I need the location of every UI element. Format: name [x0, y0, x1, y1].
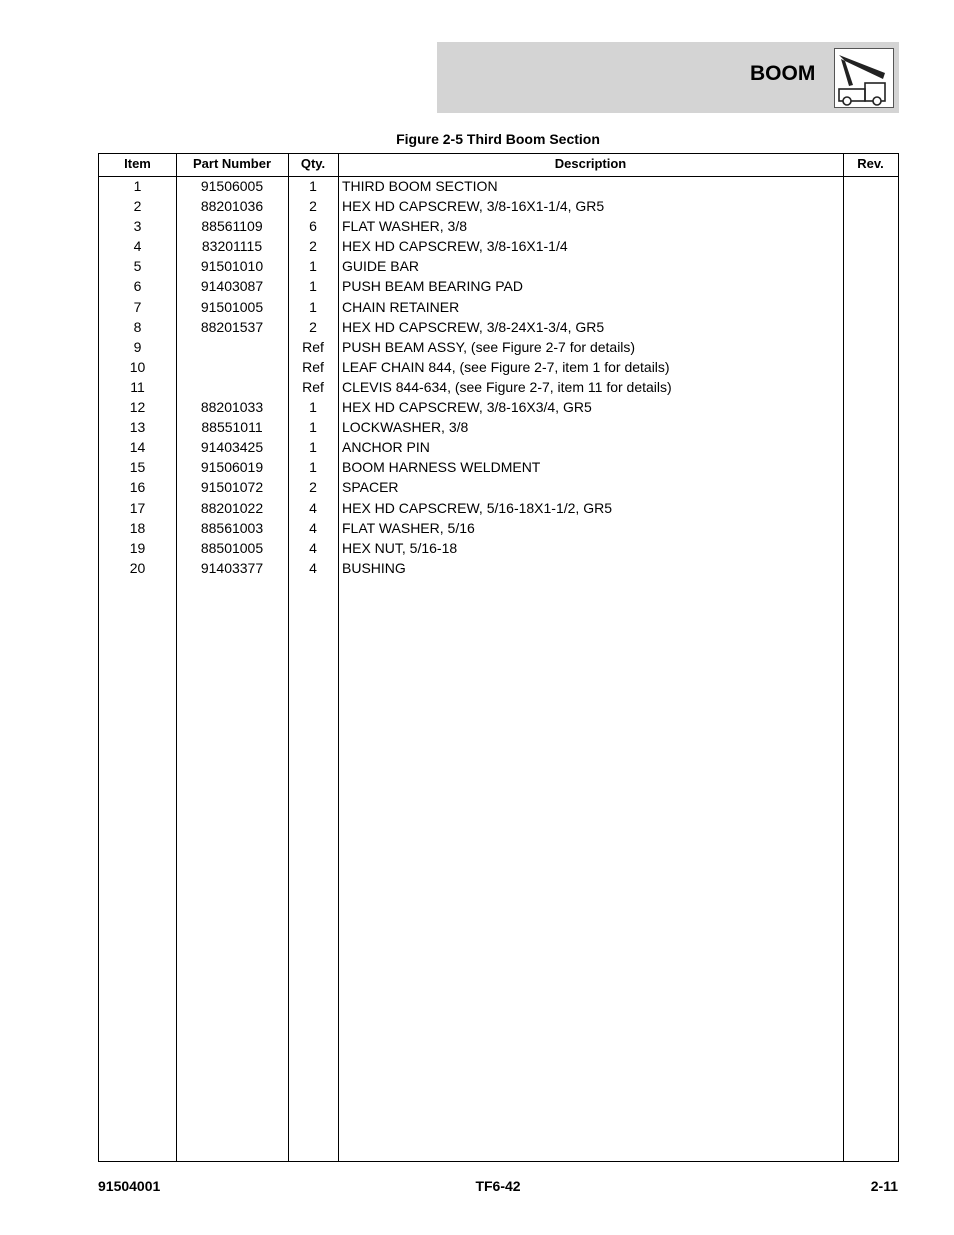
part-number-cell: 88201537	[200, 318, 264, 335]
qty-cell: 1	[309, 298, 317, 315]
qty-cell: Ref	[302, 378, 324, 395]
qty-cell: 1	[309, 258, 317, 275]
table-row	[99, 218, 898, 238]
section-header-band	[437, 42, 899, 113]
part-number-cell: 91501072	[200, 479, 264, 496]
table-row	[99, 560, 898, 580]
description-cell: HEX HD CAPSCREW, 3/8-16X3/4, GR5	[342, 399, 592, 416]
item-cell: 15	[129, 459, 146, 476]
part-number-cell: 88201033	[200, 399, 264, 416]
part-number-cell: 91506019	[200, 459, 264, 476]
section-title: BOOM	[750, 62, 816, 85]
table-row	[99, 419, 898, 439]
table-row	[99, 459, 898, 479]
part-number-cell: 91501005	[200, 298, 264, 315]
item-cell: 8	[133, 318, 142, 335]
table-row	[99, 258, 898, 278]
part-number-cell: 88201036	[200, 198, 264, 215]
qty-cell: 4	[309, 559, 317, 576]
table-row	[99, 500, 898, 520]
qty-cell: 2	[309, 198, 317, 215]
table-row	[99, 479, 898, 499]
part-number-cell: 91403377	[200, 559, 264, 576]
table-row	[99, 540, 898, 560]
column-header-rev: Rev.	[857, 156, 884, 171]
parts-table	[98, 153, 899, 1162]
description-cell: HEX HD CAPSCREW, 3/8-16X1-1/4, GR5	[342, 198, 605, 215]
qty-cell: 1	[309, 459, 317, 476]
qty-cell: 1	[309, 439, 317, 456]
table-row	[99, 359, 898, 379]
item-cell: 7	[133, 298, 142, 315]
item-cell: 1	[133, 178, 142, 194]
part-number-cell: 88561109	[201, 218, 263, 235]
column-header-item: Item	[124, 156, 151, 171]
qty-cell: 4	[309, 539, 317, 556]
part-number-cell: 88501005	[200, 539, 264, 556]
part-number-cell: 83201115	[201, 238, 263, 255]
table-row	[99, 339, 898, 359]
qty-cell: Ref	[302, 338, 324, 355]
qty-cell: 1	[309, 399, 317, 416]
table-row	[99, 178, 898, 198]
item-cell: 12	[129, 399, 146, 416]
footer-model: TF6-42	[475, 1178, 521, 1194]
table-row	[99, 520, 898, 540]
part-number-cell: 91501010	[200, 258, 264, 275]
part-number-cell: 91403087	[200, 278, 264, 295]
item-cell: 13	[129, 419, 146, 436]
qty-cell: 4	[309, 499, 317, 516]
item-cell: 16	[129, 479, 146, 496]
item-cell: 19	[129, 539, 146, 556]
qty-cell: 2	[309, 479, 317, 496]
column-header-description: Description	[554, 156, 627, 171]
header-divider	[99, 176, 898, 177]
part-number-cell: 88551011	[201, 419, 263, 436]
description-cell: SPACER	[342, 479, 399, 496]
description-cell: CHAIN RETAINER	[342, 298, 460, 315]
table-row	[99, 379, 898, 399]
part-number-cell: 88201022	[200, 499, 264, 516]
part-number-cell: 91506005	[200, 178, 264, 194]
item-cell: 20	[129, 559, 146, 576]
column-header-qty: Qty.	[300, 156, 326, 171]
item-cell: 3	[133, 218, 142, 235]
footer-document-number: 91504001	[98, 1178, 161, 1194]
table-body	[99, 178, 898, 580]
item-cell: 10	[129, 358, 146, 375]
part-number-cell: 91403425	[200, 439, 264, 456]
item-cell: 5	[133, 258, 142, 275]
description-cell: LOCKWASHER, 3/8	[342, 419, 469, 436]
description-cell: HEX NUT, 5/16-18	[342, 539, 458, 556]
column-header-part-number: Part Number	[192, 156, 272, 171]
qty-cell: 1	[309, 278, 317, 295]
description-cell: HEX HD CAPSCREW, 3/8-16X1-1/4	[342, 238, 568, 255]
qty-cell: 2	[309, 318, 317, 335]
item-cell: 9	[133, 338, 142, 355]
item-cell: 4	[133, 238, 142, 255]
description-cell: BUSHING	[342, 559, 406, 576]
description-cell: BOOM HARNESS WELDMENT	[342, 459, 541, 476]
item-cell: 14	[129, 439, 146, 456]
qty-cell: Ref	[302, 358, 324, 375]
qty-cell: 2	[309, 238, 317, 255]
item-cell: 2	[133, 198, 142, 215]
part-number-cell: 88561003	[200, 519, 264, 536]
figure-title: Figure 2-5 Third Boom Section	[396, 131, 600, 147]
footer-page-number: 2-11	[870, 1178, 898, 1194]
table-row	[99, 278, 898, 298]
table-row	[99, 198, 898, 218]
description-cell: FLAT WASHER, 5/16	[342, 519, 475, 536]
description-cell: ANCHOR PIN	[342, 439, 430, 456]
table-row	[99, 439, 898, 459]
description-cell: LEAF CHAIN 844, (see Figure 2-7, item 1 for details)	[342, 358, 670, 375]
item-cell: 18	[129, 519, 146, 536]
description-cell: CLEVIS 844-634, (see Figure 2-7, item 11 for details)	[342, 378, 672, 395]
boom-vehicle-icon	[834, 48, 894, 108]
description-cell: GUIDE BAR	[342, 258, 420, 275]
description-cell: HEX HD CAPSCREW, 5/16-18X1-1/2, GR5	[342, 499, 612, 516]
item-cell: 17	[129, 499, 146, 516]
qty-cell: 4	[309, 519, 317, 536]
table-row	[99, 399, 898, 419]
description-cell: THIRD BOOM SECTION	[342, 178, 498, 194]
description-cell: PUSH BEAM BEARING PAD	[342, 278, 524, 295]
description-cell: HEX HD CAPSCREW, 3/8-24X1-3/4, GR5	[342, 318, 605, 335]
qty-cell: 1	[309, 419, 317, 436]
item-cell: 11	[130, 378, 145, 395]
item-cell: 6	[133, 278, 142, 295]
description-cell: FLAT WASHER, 3/8	[342, 218, 467, 235]
qty-cell: 6	[309, 218, 317, 235]
description-cell: PUSH BEAM ASSY, (see Figure 2-7 for details)	[342, 338, 636, 355]
table-row	[99, 299, 898, 319]
table-row	[99, 319, 898, 339]
qty-cell: 1	[309, 178, 317, 194]
table-row	[99, 238, 898, 258]
